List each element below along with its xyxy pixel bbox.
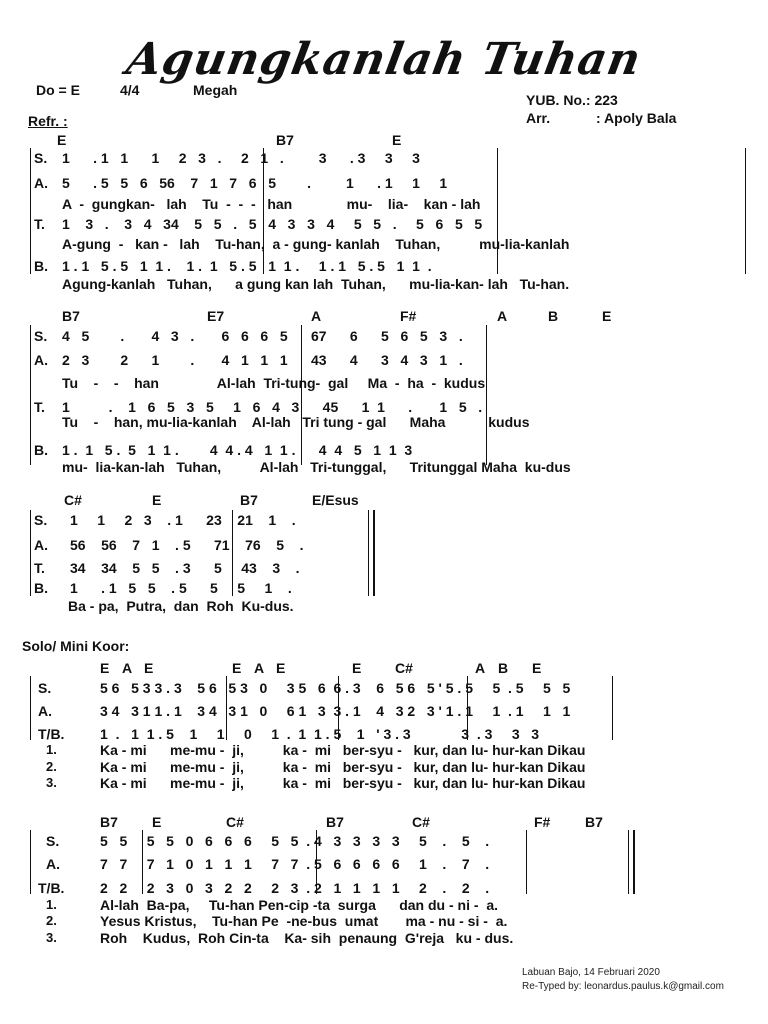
alto-label: A. <box>34 537 48 553</box>
chord-symbol: A <box>475 660 486 676</box>
alto-notes: 3 4 3 1 1 . 1 3 4 3 1 0 6 1 3 3 . 1 4 3 2 3 ' 1 . 1 1 . 1 1 1 <box>100 703 571 719</box>
tenor-bass-notes: 2 2 2 3 0 3 2 2 2 3 . 2 1 1 1 1 2 . 2 . <box>100 880 490 896</box>
soprano-notes: 5 5 5 5 0 6 6 6 5 5 . 4 3 3 3 3 5 . 5 . <box>100 833 490 849</box>
chord-symbol: E <box>392 132 402 148</box>
lyric-line: Agung-kanlah Tuhan, a gung kan lah Tuhan, mu-lia-kan- lah Tu-han. <box>62 276 570 292</box>
alto-notes: 5 . 5 5 6 56 7 1 7 6 5 . 1 . 1 1 1 <box>62 175 448 191</box>
chord-symbol: E <box>100 660 110 676</box>
barline <box>30 676 31 740</box>
lyric-line: A - gungkan- lah Tu - - - han mu- lia- kan - lah <box>62 196 481 212</box>
tempo-marking: Megah <box>193 82 238 98</box>
alto-label: A. <box>34 352 48 368</box>
verse-number: 1. <box>46 897 57 912</box>
chord-symbol: B7 <box>62 308 80 324</box>
song-title: Agungkanlah Tuhan <box>122 34 646 85</box>
verse-lyric: Yesus Kristus, Tu-han Pe -ne-bus umat ma - nu - si - a. <box>100 913 508 929</box>
arranger-name: : Apoly Bala <box>596 110 677 126</box>
chord-symbol: F# <box>534 814 551 830</box>
lyric-line: Tu - han, mu-lia-kanlah Al-lah Tri tung - gal Maha kudus <box>62 414 530 430</box>
solo-heading: Solo/ Mini Koor: <box>22 638 130 654</box>
barline <box>486 325 487 465</box>
soprano-label: S. <box>46 833 60 849</box>
chord-symbol: B7 <box>240 492 258 508</box>
verse-number: 2. <box>46 913 57 928</box>
lyric-line: A-gung - kan - lah Tu-han, a - gung- kanlah Tuhan, mu-lia-kanlah <box>62 236 570 252</box>
chord-symbol: E <box>352 660 362 676</box>
alto-notes: 56 56 7 1 . 5 71 76 5 . <box>70 537 304 553</box>
barline <box>745 148 746 274</box>
barline <box>30 510 31 596</box>
bass-notes: 1 . 1 5 5 . 5 5 5 1 . <box>70 580 292 596</box>
chord-symbol: B7 <box>276 132 294 148</box>
alto-label: A. <box>38 703 52 719</box>
soprano-label: S. <box>34 512 48 528</box>
chord-symbol: E <box>602 308 612 324</box>
chord-symbol: C# <box>226 814 244 830</box>
barline <box>526 830 527 894</box>
chord-symbol: B7 <box>585 814 603 830</box>
key-signature: Do = E <box>36 82 80 98</box>
chord-symbol: E <box>152 814 162 830</box>
soprano-label: S. <box>34 150 48 166</box>
chord-symbol: B <box>498 660 509 676</box>
chord-symbol: B <box>548 308 559 324</box>
lyric-line: mu- lia-kan-lah Tuhan, Al-lah Tri-tunggal, Tritunggal Maha ku-dus <box>62 459 571 475</box>
chord-symbol: B7 <box>100 814 118 830</box>
final-barline <box>628 830 629 894</box>
final-barline <box>368 510 369 596</box>
chord-symbol: A <box>122 660 133 676</box>
footer-place-date: Labuan Bajo, 14 Februari 2020 <box>522 967 660 978</box>
tenor-label: T. <box>34 399 45 415</box>
bass-notes: 1 . 1 5 . 5 1 1 . 1 . 1 5 . 5 1 1 . 1 . 1 5 . 5 1 1 . <box>62 258 432 274</box>
barline <box>30 325 31 465</box>
alto-label: A. <box>46 856 60 872</box>
footer-retyped-by: Re-Typed by: leonardus.paulus.k@gmail.com <box>522 981 724 992</box>
verse-lyric: Roh Kudus, Roh Cin-ta Ka- sih penaung G'reja ku - dus. <box>100 930 514 946</box>
chord-symbol: E <box>57 132 67 148</box>
bass-label: B. <box>34 258 48 274</box>
final-barline <box>633 830 635 894</box>
verse-number: 3. <box>46 930 57 945</box>
tenor-notes: 1 . 1 6 5 3 5 1 6 4 3 45 1 1 . 1 5 . <box>62 399 483 415</box>
chord-symbol: F# <box>400 308 417 324</box>
verse-lyric: Al-lah Ba-pa, Tu-han Pen-cip -ta surga dan du - ni - a. <box>100 897 498 913</box>
barline <box>30 148 31 274</box>
alto-label: A. <box>34 175 48 191</box>
barline <box>612 676 613 740</box>
chord-symbol: C# <box>395 660 413 676</box>
chord-symbol: A <box>497 308 508 324</box>
chord-symbol: C# <box>412 814 430 830</box>
chord-symbol: E <box>144 660 154 676</box>
verse-lyric: Ka - mi me-mu - ji, ka - mi ber-syu - kur, dan lu- hur-kan Dikau <box>100 759 586 775</box>
soprano-notes: 4 5 . 4 3 . 6 6 6 5 67 6 5 6 5 3 . <box>62 328 463 344</box>
tenor-label: T. <box>34 560 45 576</box>
verse-number: 1. <box>46 742 57 757</box>
chord-symbol: A <box>311 308 322 324</box>
verse-lyric: Ka - mi me-mu - ji, ka - mi ber-syu - kur, dan lu- hur-kan Dikau <box>100 742 586 758</box>
chord-symbol: C# <box>64 492 82 508</box>
soprano-notes: 5 6 5 3 3 . 3 5 6 5 3 0 3 5 6 6 . 3 6 5 6 5 ' 5 . 5 5 . 5 5 5 <box>100 680 571 696</box>
chord-symbol: E <box>152 492 162 508</box>
bass-label: B. <box>34 580 48 596</box>
tenor-notes: 1 3 . 3 4 34 5 5 . 5 4 3 3 4 5 5 . 5 6 5 5 <box>62 216 483 232</box>
chord-symbol: E <box>232 660 242 676</box>
tenor-bass-notes: 1 . 1 1 . 5 1 1 0 1 . 1 1 . 5 1 ' 3 . 3 3 . 3 3 3 <box>100 726 540 742</box>
verse-number: 3. <box>46 775 57 790</box>
tenor-notes: 34 34 5 5 . 3 5 43 3 . <box>70 560 300 576</box>
lyric-line: Ba - pa, Putra, dan Roh Ku-dus. <box>68 598 294 614</box>
chord-symbol: E <box>532 660 542 676</box>
barline <box>30 830 31 894</box>
soprano-label: S. <box>34 328 48 344</box>
alto-notes: 2 3 2 1 . 4 1 1 1 43 4 3 4 3 1 . <box>62 352 463 368</box>
yub-number: YUB. No.: 223 <box>526 92 618 108</box>
bass-label: B. <box>34 442 48 458</box>
tenor-label: T. <box>34 216 45 232</box>
lyric-line: Tu - - han Al-lah Tri-tung- gal Ma - ha - kudus <box>62 375 486 391</box>
bass-notes: 1 . 1 5 . 5 1 1 . 4 4 . 4 1 1 . 4 4 5 1 1 3 <box>62 442 413 458</box>
verse-lyric: Ka - mi me-mu - ji, ka - mi ber-syu - kur, dan lu- hur-kan Dikau <box>100 775 586 791</box>
arranger-label: Arr. <box>526 110 551 126</box>
chord-symbol: E7 <box>207 308 225 324</box>
chord-symbol: E/Esus <box>312 492 359 508</box>
time-signature: 4/4 <box>120 82 140 98</box>
soprano-notes: 1 . 1 1 1 2 3 . 2 1 . 3 . 3 3 3 <box>62 150 420 166</box>
final-barline <box>373 510 375 596</box>
verse-number: 2. <box>46 759 57 774</box>
tenor-bass-label: T/B. <box>38 726 65 742</box>
alto-notes: 7 7 7 1 0 1 1 1 7 7 . 5 6 6 6 6 1 . 7 . <box>100 856 490 872</box>
chord-symbol: A <box>254 660 265 676</box>
soprano-notes: 1 1 2 3 . 1 23 21 1 . <box>70 512 296 528</box>
soprano-label: S. <box>38 680 52 696</box>
refrain-label: Refr. : <box>28 113 68 129</box>
tenor-bass-label: T/B. <box>38 880 65 896</box>
chord-symbol: E <box>276 660 286 676</box>
chord-symbol: B7 <box>326 814 344 830</box>
barline <box>497 148 498 274</box>
